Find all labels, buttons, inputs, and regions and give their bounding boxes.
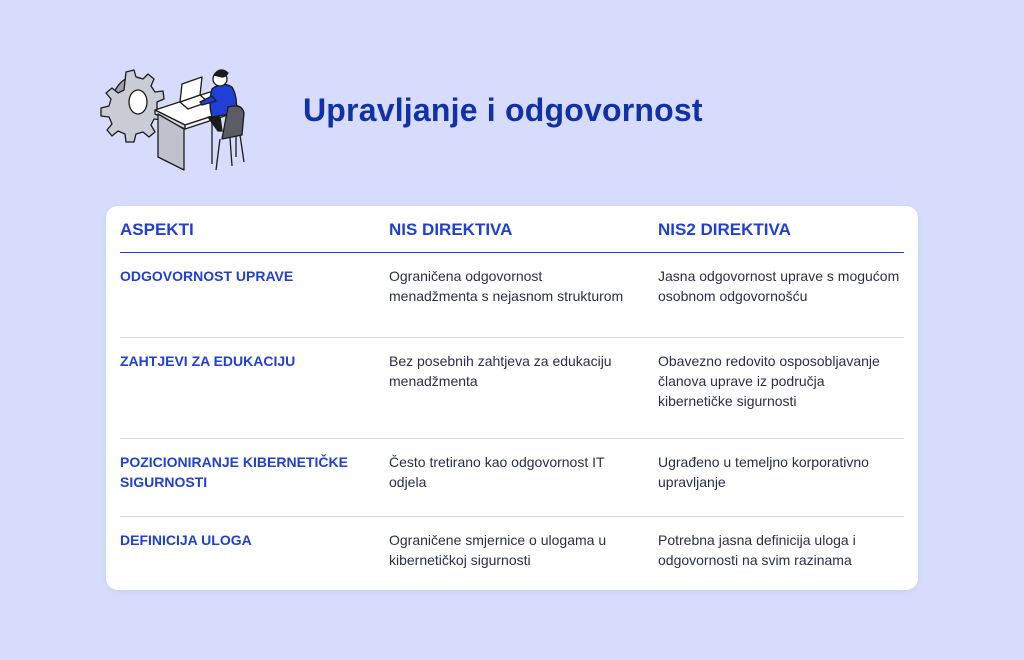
header-aspekti: ASPEKTI [120,220,194,239]
header-nis: NIS DIREKTIVA [389,220,513,239]
table-row [120,338,904,439]
table-header [120,206,904,253]
header-nis2: NIS2 DIREKTIVA [658,220,791,239]
page-title: Upravljanje i odgovornost [303,92,703,128]
table-row [120,253,904,338]
nis-cell: Bez posebnih zahtjeva za edukaciju menadžmenta [389,353,612,389]
aspect-cell: POZICIONIRANJE KIBERNETIČKE SIGURNOSTI [120,454,348,490]
aspect-cell: ZAHTJEVI ZA EDUKACIJU [120,353,296,369]
aspect-cell: DEFINICIJA ULOGA [120,532,252,548]
person-at-desk-gear-icon [100,62,260,177]
comparison-table [106,206,918,590]
aspect-cell: ODGOVORNOST UPRAVE [120,268,294,284]
nis2-cell: Jasna odgovornost uprave s mogućom osobnom odgovornošću [658,268,900,304]
nis2-cell: Obavezno redovito osposobljavanje članova uprave iz područja kibernetičke sigurnosti [658,353,880,409]
nis-cell: Ograničena odgovornost menadžmenta s nejasnom strukturom [389,268,624,304]
nis2-cell: Ugrađeno u temeljno korporativno upravljanje [658,454,869,490]
nis-cell: Često tretirano kao odgovornost IT odjela [389,454,605,490]
nis-cell: Ograničene smjernice o ulogama u kibernetičkoj sigurnosti [389,532,607,568]
table-row [120,517,904,587]
table-row [120,439,904,517]
nis2-cell: Potrebna jasna definicija uloga i odgovornosti na svim razinama [658,532,856,568]
